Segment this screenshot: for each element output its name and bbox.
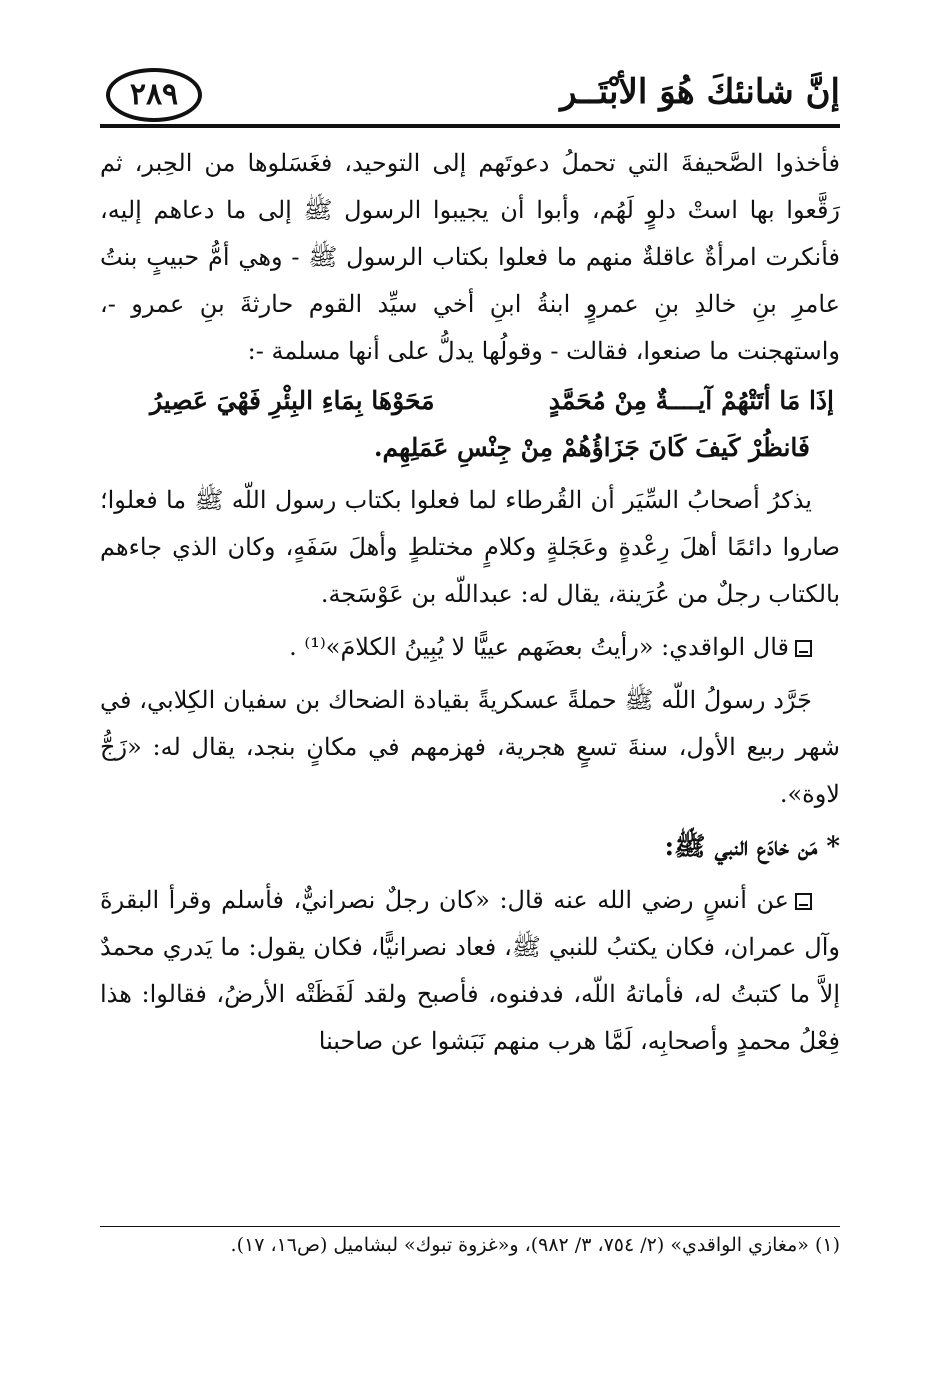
page-number: ٢٨٩ xyxy=(106,68,202,122)
poem-line-1 xyxy=(100,377,840,424)
body-text xyxy=(100,140,840,1065)
page-header xyxy=(100,60,840,130)
poem-verse xyxy=(100,377,840,471)
paragraph-1: فأخذوا الصَّحيفةَ التي تحملُ دعوتَهم إلى التوحيد، فغَسَلوها من الحِبر، ثم رَقَّعوا بها استْ دلوٍ لَهُم، وأبوا أن يجيبوا الرسول ﷺ إلى ما دعاهم إليه، فأنكرت امرأةٌ عاقلةٌ منهم ما فعلوا بكتاب الرسول ﷺ - وهي أمُّ حبيبٍ بنتُ عامرِ بنِ خالدِ بنِ عمروٍ ابنةُ ابنِ أخي سيِّد القوم حارثةَ بنِ عمرو -، واستهجنت ما صنعوا، فقالت - وقولُها يدلُّ على أنها مسلمة -: xyxy=(100,149,841,365)
poem-hemistich-left: مَحَوْهَا بِمَاءِ البِئْرِ فَهْيَ عَصِيرُ xyxy=(150,386,435,415)
header-rule xyxy=(100,124,840,128)
paragraph-4: جَرَّد رسولُ اللّه ﷺ حملةً عسكريةً بقيادة الضحاك بن سفيان الكِلابي، في شهر ربيع الأول، سنةَ تسعٍ هجرية، فهزمهم في مكانٍ بنجد، يقال له: «زَجُّ لاوة». xyxy=(100,686,840,808)
running-title: إنَّ شانئكَ هُوَ الأبْتَــر xyxy=(560,72,840,112)
paragraph-3 xyxy=(100,624,840,671)
paragraph-3-text: قال الواقدي: «رأيتُ بعضَهم عييًّا لا يُبِينُ الكلامَ»⁽¹⁾ . xyxy=(289,633,789,661)
box-bullet-icon xyxy=(795,893,812,910)
poem-line-2: فَانظُرْ كَيفَ كَانَ جَزَاؤُهُمْ مِنْ جِنْسِ عَمَلِهِم. xyxy=(373,433,810,462)
paragraph-2: يذكرُ أصحابُ السِّيَر أن القُرطاء لما فعلوا بكتاب رسول اللّه ﷺ ما فعلوا؛ صاروا دائمًا أهلَ رِعْدةٍ وعَجَلةٍ وكلامٍ مختلطٍ وأهلَ سَفَهٍ، وكان الذي جاءهم بالكتاب رجلٌ من عُرَينة، يقال له: عبداللّه بن عَوْسَجة. xyxy=(100,486,840,608)
paragraph-5-text: عن أنسٍ رضي الله عنه قال: «كان رجلٌ نصرانيٌّ، فأسلم وقرأ البقرةَ وآل عمران، فكان يكتبُ للنبي ﷺ، فعاد نصرانيًّا، فكان يقول: ما يَدري محمدٌ إلاَّ ما كتبتُ له، فأماتهُ اللّه، فدفنوه، فأصبح ولقد لَفَظَتْه الأرضُ، فقالوا: هذا فِعْلُ محمدٍ وأصحابِه، لَمَّا هرب منهم نَبَشوا عن صاحبنا xyxy=(100,886,840,1055)
footnote-rule xyxy=(100,1226,840,1227)
poem-hemistich-right: إذَا مَا أتَتْهُمْ آيــــةٌ مِنْ مُحَمَّدٍ xyxy=(548,386,834,415)
footnote: (١) «مغازي الواقدي» (٢/ ٧٥٤، ٣/ ٩٨٢)، و«غزوة تبوك» لبشاميل (ص١٦، ١٧). xyxy=(230,1234,840,1256)
paragraph-5 xyxy=(100,877,840,1065)
box-bullet-icon xyxy=(795,640,812,657)
section-heading: * مَن خادَع النبي ﷺ: xyxy=(664,832,840,862)
